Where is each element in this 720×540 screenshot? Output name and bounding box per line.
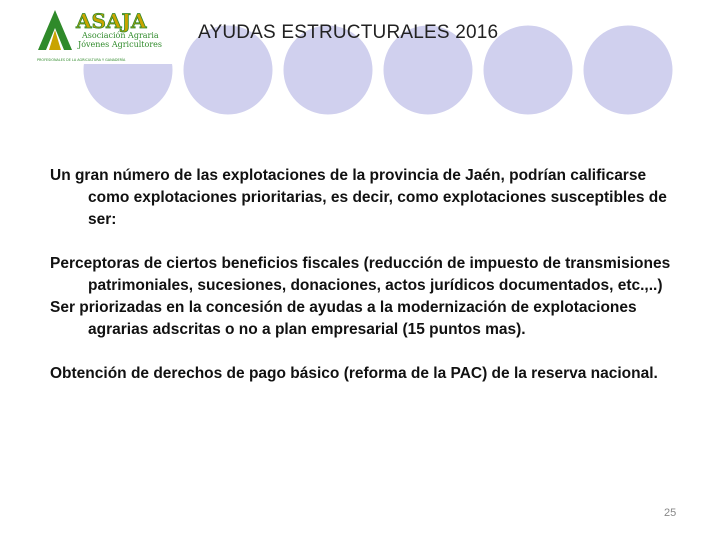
logo-line2: Jóvenes Agricultores xyxy=(78,40,162,49)
intro-paragraph: Un gran número de las explotaciones de la provincia de Jaén, podrían calificarse como explotaciones prioritarias, es decir, como explotaciones susceptibles de ser: xyxy=(50,167,667,228)
list-item: Ser priorizadas en la concesión de ayudas a la modernización de explotaciones agrarias adscritas o no a plan empresarial (15 puntos mas). xyxy=(50,299,637,338)
list-item: Perceptoras de ciertos beneficios fiscales (reducción de impuesto de transmisiones patrimoniales, sucesiones, donaciones, actos jurídicos documentados, etc.,..) xyxy=(50,255,671,294)
logo-brand: ASAJA xyxy=(76,9,147,33)
logo-line1: Asociación Agraria xyxy=(82,31,159,40)
list-item: Obtención de derechos de pago básico (reforma de la PAC) de la reserva nacional. xyxy=(50,365,658,382)
asaja-logo xyxy=(36,6,172,64)
page-number: 25 xyxy=(664,507,677,519)
slide-title: AYUDAS ESTRUCTURALES 2016 xyxy=(198,22,499,43)
slide-content xyxy=(50,165,690,385)
logo-tagline: PROFESIONALES DE LA AGRICULTURA Y GANADERÍA xyxy=(37,58,126,62)
deco-circle xyxy=(582,24,674,116)
